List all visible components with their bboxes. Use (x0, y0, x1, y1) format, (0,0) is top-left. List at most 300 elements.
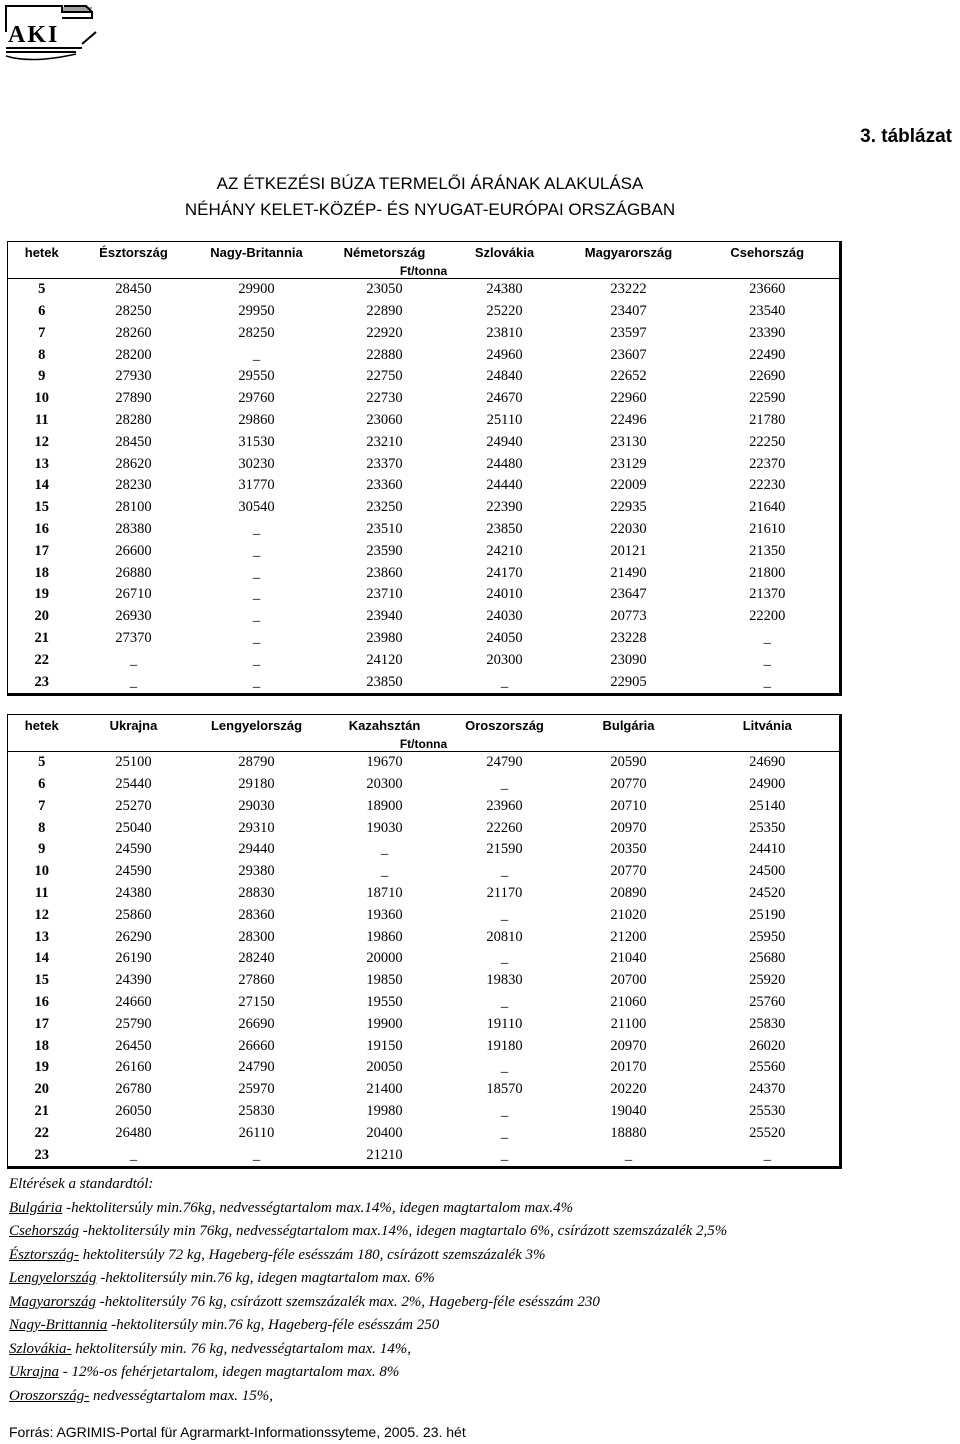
price-cell: 22905 (562, 671, 696, 694)
price-cell: 25560 (696, 1057, 841, 1079)
price-cell: 20970 (610, 819, 647, 836)
price-cell: _ (76, 671, 192, 694)
week-cell: 13 (8, 453, 76, 475)
price-cell: 21170 (486, 884, 523, 901)
price-cell: 23407 (610, 302, 647, 319)
note-text: - 12%-os fehérjetartalom, idegen magtartalom max. 8% (59, 1364, 400, 1380)
table-row (8, 751, 841, 773)
price-cell: _ (252, 629, 261, 646)
price-cell: 19860 (366, 928, 403, 945)
price-cell: 25920 (696, 970, 841, 992)
price-cell: 22030 (610, 520, 647, 537)
price-cell: 21640 (696, 497, 841, 519)
price-cell: 28250 (115, 302, 152, 319)
price-cell: _ (696, 671, 841, 694)
note-country: Bulgária (9, 1199, 63, 1216)
price-cell: 22250 (696, 431, 841, 453)
price-cell: 29900 (192, 278, 322, 300)
price-cell: 26190 (115, 950, 152, 967)
table-row (8, 774, 841, 796)
price-cell: 30230 (238, 455, 275, 472)
price-cell: 24210 (486, 542, 523, 559)
table-row (8, 839, 841, 861)
table-row (8, 1013, 841, 1035)
price-cell: _ (500, 906, 509, 923)
week-cell: 16 (8, 992, 76, 1014)
note-text: -hektolitersúly 76 kg, csírázott szemszázalék max. 2%, Hageberg-féle esésszám 230 (95, 1293, 600, 1310)
week-cell: 18 (8, 1035, 76, 1057)
price-cell: 25040 (115, 819, 152, 836)
week-cell: 15 (8, 970, 76, 992)
price-cell: 29180 (238, 775, 275, 792)
price-cell: 24010 (486, 586, 523, 603)
price-cell: 26020 (696, 1035, 841, 1057)
table-row (8, 322, 841, 344)
price-cell: 21610 (696, 519, 841, 541)
week-cell: 11 (8, 410, 76, 432)
price-cell: 26880 (115, 564, 152, 581)
week-cell: 9 (8, 366, 76, 388)
price-cell: 19900 (366, 1015, 403, 1032)
price-cell: _ (562, 1144, 696, 1167)
price-cell: 23660 (696, 278, 841, 300)
table-row (8, 1144, 841, 1167)
price-cell: 18710 (366, 884, 403, 901)
price-cell: 25530 (696, 1101, 841, 1123)
price-cell: 21040 (610, 950, 647, 967)
price-cell: 21020 (610, 906, 647, 923)
week-cell: 17 (8, 1013, 76, 1035)
price-cell: _ (696, 649, 841, 671)
price-cell: _ (696, 1144, 841, 1167)
price-cell: 23060 (366, 411, 403, 428)
note-item (9, 1220, 949, 1244)
week-cell: 22 (8, 649, 76, 671)
price-cell: 28250 (238, 324, 275, 341)
price-cell: 23647 (610, 586, 647, 603)
price-cell: 24590 (115, 841, 152, 858)
deviation-notes (9, 1173, 949, 1404)
price-cell: 25860 (115, 906, 152, 923)
price-cell: 21060 (610, 993, 647, 1010)
page-title-line1: AZ ÉTKEZÉSI BÚZA TERMELŐI ÁRÁNAK ALAKULÁSA (216, 174, 644, 193)
price-cell: _ (192, 671, 322, 694)
note-country: Lengyelország (9, 1270, 97, 1286)
price-cell: 28380 (115, 520, 152, 537)
week-cell: 18 (8, 562, 76, 584)
week-cell: 22 (8, 1122, 76, 1144)
week-cell: 8 (8, 344, 76, 366)
price-cell: 21100 (610, 1015, 647, 1032)
price-cell: 24380 (115, 884, 152, 901)
price-cell: 20121 (610, 542, 647, 559)
price-cell: 20400 (366, 1124, 403, 1141)
week-cell: 21 (8, 1101, 76, 1123)
column-header: Oroszország (448, 715, 562, 737)
price-cell: 24960 (486, 346, 523, 363)
column-header: Magyarország (562, 242, 696, 264)
table-row (8, 475, 841, 497)
price-cell: 23980 (366, 629, 403, 646)
source-line: Forrás: AGRIMIS-Portal für Agrarmarkt-Informationssyteme, 2005. 23. hét (9, 1424, 466, 1440)
price-cell: 23940 (366, 608, 403, 625)
table-row (8, 1101, 841, 1123)
price-cell: 19670 (322, 751, 448, 773)
column-header: hetek (8, 242, 76, 264)
table-row (8, 795, 841, 817)
price-cell: 24500 (696, 861, 841, 883)
price-cell: 26480 (115, 1124, 152, 1141)
price-cell: 22652 (610, 368, 647, 385)
table-row (8, 1057, 841, 1079)
price-cell: 20300 (486, 651, 523, 668)
price-cell: 23540 (696, 301, 841, 323)
price-cell: 28230 (115, 477, 152, 494)
table-header-row (8, 242, 841, 264)
note-item (9, 1338, 949, 1362)
price-cell: 23222 (562, 278, 696, 300)
price-cell: _ (380, 863, 389, 880)
week-cell: 20 (8, 1079, 76, 1101)
price-cell: _ (252, 520, 261, 537)
price-cell: 28830 (238, 884, 275, 901)
price-cell: 28100 (115, 499, 152, 516)
price-cell: 19180 (486, 1037, 523, 1054)
price-cell: _ (500, 950, 509, 967)
note-country: Oroszország- (9, 1387, 90, 1404)
table-row (8, 540, 841, 562)
price-cell: 21490 (610, 564, 647, 581)
price-cell: _ (696, 628, 841, 650)
week-cell: 6 (8, 301, 76, 323)
price-cell: 27930 (115, 368, 152, 385)
week-cell: 10 (8, 861, 76, 883)
price-cell: 25790 (115, 1015, 152, 1032)
price-cell: 24670 (486, 390, 523, 407)
note-text: -hektolitersúly min 76kg, nedvességtartalom max.14%, idegen magtartalo 6%, csírázott szemszázalék 2,5% (79, 1223, 728, 1239)
price-cell: 23597 (610, 324, 647, 341)
price-cell: 22390 (486, 499, 523, 516)
price-cell: 28240 (238, 950, 275, 967)
price-cell: _ (500, 1124, 509, 1141)
notes-heading: Eltérések a standardtól: (9, 1176, 154, 1192)
price-cell: 26690 (238, 1015, 275, 1032)
unit-label: Ft/tonna (8, 737, 841, 752)
table-row (8, 366, 841, 388)
price-cell: 22200 (696, 606, 841, 628)
table-row (8, 453, 841, 475)
price-cell: 23960 (486, 797, 523, 814)
table-row (8, 584, 841, 606)
table-row (8, 519, 841, 541)
price-cell: 22935 (610, 499, 647, 516)
price-cell: 28620 (115, 455, 152, 472)
price-cell: 25270 (115, 797, 152, 814)
price-cell: 25830 (238, 1102, 275, 1119)
week-cell: 12 (8, 904, 76, 926)
week-cell: 10 (8, 388, 76, 410)
price-cell: 21780 (696, 410, 841, 432)
price-cell: 28260 (115, 324, 152, 341)
note-country: Ukrajna (9, 1364, 59, 1380)
note-item (9, 1385, 949, 1409)
column-header: hetek (8, 715, 76, 737)
note-item (9, 1197, 949, 1221)
price-cell: 29860 (238, 411, 275, 428)
column-header: Kazahsztán (322, 715, 448, 737)
table-row (8, 992, 841, 1014)
price-cell: 23607 (610, 346, 647, 363)
table-row (8, 1122, 841, 1144)
column-header: Lengyelország (192, 715, 322, 737)
price-cell: 27370 (115, 629, 152, 646)
table-row (8, 278, 841, 300)
price-cell: 29030 (238, 797, 275, 814)
price-cell: 22890 (366, 302, 403, 319)
note-text: hektolitersúly 72 kg, Hageberg-féle esésszám 180, csírázott szemszázalék 3% (79, 1246, 546, 1263)
week-cell: 5 (8, 751, 76, 773)
table-row (8, 628, 841, 650)
price-cell: 24380 (448, 278, 562, 300)
price-cell: 21800 (696, 562, 841, 584)
note-text: nedvességtartalom max. 15%, (89, 1387, 274, 1404)
price-cell: 23129 (610, 455, 647, 472)
price-cell: 28450 (76, 278, 192, 300)
column-header: Bulgária (562, 715, 696, 737)
aki-logo (2, 2, 98, 64)
price-cell: 24050 (486, 629, 523, 646)
price-cell: 19550 (366, 993, 403, 1010)
price-cell: 26780 (115, 1081, 152, 1098)
price-cell: 23850 (322, 671, 448, 694)
price-cell: 25220 (486, 302, 523, 319)
page-title-line2: NÉHÁNY KELET-KÖZÉP- ÉS NYUGAT-EURÓPAI ORSZÁGBAN (184, 200, 676, 219)
price-table-2 (7, 714, 842, 1169)
price-cell: 23130 (610, 433, 647, 450)
price-cell: 19830 (486, 972, 523, 989)
week-cell: 7 (8, 795, 76, 817)
price-cell: 29550 (238, 368, 275, 385)
column-header: Ukrajna (76, 715, 192, 737)
unit-label: Ft/tonna (8, 264, 841, 279)
note-country: Csehország (9, 1223, 80, 1239)
table-row (8, 431, 841, 453)
price-cell: 31770 (238, 477, 275, 494)
price-cell: 18900 (366, 797, 403, 814)
price-cell: 20000 (366, 950, 403, 967)
price-cell: 23590 (366, 542, 403, 559)
week-cell: 9 (8, 839, 76, 861)
column-header: Csehország (696, 242, 841, 264)
price-cell: 20050 (366, 1059, 403, 1076)
note-item (9, 1361, 949, 1385)
price-cell: 20300 (366, 775, 403, 792)
price-cell: 22230 (696, 475, 841, 497)
price-cell: 29310 (238, 819, 275, 836)
price-cell: _ (500, 1102, 509, 1119)
note-country: Észtország- (9, 1246, 80, 1263)
week-cell: 15 (8, 497, 76, 519)
price-cell: 25950 (696, 926, 841, 948)
price-cell: 20220 (610, 1081, 647, 1098)
price-cell: 19150 (366, 1037, 403, 1054)
column-header: Szlovákia (448, 242, 562, 264)
table-row (8, 817, 841, 839)
table-row (8, 1079, 841, 1101)
note-text: -hektolitersúly min.76 kg, idegen magtartalom max. 6% (96, 1270, 435, 1286)
price-cell: 24900 (696, 774, 841, 796)
price-cell: 20773 (610, 608, 647, 625)
table-row (8, 970, 841, 992)
price-cell: 24410 (696, 839, 841, 861)
price-cell: 23228 (610, 629, 647, 646)
price-cell: 25970 (238, 1081, 275, 1098)
price-cell: 21350 (696, 540, 841, 562)
price-cell: 24690 (696, 751, 841, 773)
table-header-row (8, 715, 841, 737)
note-text: hektolitersúly min. 76 kg, nedvességtartalom max. 14%, (71, 1340, 411, 1357)
week-cell: 14 (8, 948, 76, 970)
price-cell: _ (448, 1144, 562, 1167)
price-cell: 25520 (696, 1122, 841, 1144)
price-cell: 24440 (486, 477, 523, 494)
week-cell: 7 (8, 322, 76, 344)
week-cell: 19 (8, 584, 76, 606)
price-cell: 19110 (486, 1015, 523, 1032)
note-text: -hektolitersúly min.76kg, nedvességtartalom max.14%, idegen magtartalom max.4% (62, 1199, 574, 1216)
price-cell: 21200 (610, 928, 647, 945)
logo-text: AKI (8, 22, 60, 48)
table-row (8, 883, 841, 905)
price-cell: 27860 (238, 972, 275, 989)
price-cell: 23250 (366, 499, 403, 516)
price-cell: 22920 (366, 324, 403, 341)
price-cell: 29760 (238, 390, 275, 407)
price-cell: 26160 (115, 1059, 152, 1076)
price-cell: 25350 (696, 817, 841, 839)
price-cell: 26450 (115, 1037, 152, 1054)
price-cell: 21210 (322, 1144, 448, 1167)
price-cell: 22490 (696, 344, 841, 366)
table-row (8, 410, 841, 432)
price-cell: 20810 (486, 928, 523, 945)
price-cell: 19360 (366, 906, 403, 923)
price-cell: _ (252, 564, 261, 581)
price-cell: 24660 (115, 993, 152, 1010)
price-cell: 22880 (366, 346, 403, 363)
week-cell: 6 (8, 774, 76, 796)
table-row (8, 671, 841, 694)
week-cell: 20 (8, 606, 76, 628)
note-item (9, 1267, 949, 1291)
price-cell: 20890 (610, 884, 647, 901)
table-row (8, 1035, 841, 1057)
price-cell: 29950 (238, 302, 275, 319)
price-cell: 25100 (76, 751, 192, 773)
price-cell: 28450 (115, 433, 152, 450)
price-cell: 25140 (696, 795, 841, 817)
note-country: Magyarország (9, 1293, 96, 1310)
price-cell: 26710 (115, 586, 152, 603)
price-cell: 18880 (610, 1124, 647, 1141)
price-cell: 20710 (610, 797, 647, 814)
table-row (8, 301, 841, 323)
column-header: Észtország (76, 242, 192, 264)
week-cell: 17 (8, 540, 76, 562)
price-cell: 21590 (486, 841, 523, 858)
week-cell: 14 (8, 475, 76, 497)
price-cell: 26930 (115, 608, 152, 625)
price-cell: 22260 (486, 819, 523, 836)
price-cell: 19030 (366, 819, 403, 836)
note-item (9, 1244, 949, 1268)
price-cell: 25830 (696, 1013, 841, 1035)
price-cell: 24520 (696, 883, 841, 905)
price-cell: _ (252, 542, 261, 559)
column-header: Németország (322, 242, 448, 264)
price-cell: 19040 (610, 1102, 647, 1119)
price-cell: 28200 (115, 346, 152, 363)
price-cell: 28790 (192, 751, 322, 773)
week-cell: 12 (8, 431, 76, 453)
week-cell: 5 (8, 278, 76, 300)
price-cell: 18570 (486, 1081, 523, 1098)
price-cell: 24940 (486, 433, 523, 450)
note-item (9, 1291, 949, 1315)
price-cell: 23050 (322, 278, 448, 300)
week-cell: 13 (8, 926, 76, 948)
week-cell: 23 (8, 1144, 76, 1167)
week-cell: 23 (8, 671, 76, 694)
price-cell: _ (500, 775, 509, 792)
price-cell: 20770 (610, 863, 647, 880)
price-cell: 21400 (366, 1081, 403, 1098)
week-cell: 8 (8, 817, 76, 839)
table-row (8, 497, 841, 519)
price-cell: 26600 (115, 542, 152, 559)
price-cell: 28300 (238, 928, 275, 945)
price-cell: 23090 (610, 651, 647, 668)
price-cell: _ (448, 671, 562, 694)
table-row (8, 926, 841, 948)
table-row (8, 388, 841, 410)
price-cell: 19850 (366, 972, 403, 989)
table-row (8, 649, 841, 671)
note-country: Nagy-Brittannia (9, 1317, 108, 1333)
price-cell: _ (252, 346, 261, 363)
table-number-label: 3. táblázat (860, 126, 952, 147)
price-cell: 25760 (696, 992, 841, 1014)
price-cell: 29440 (238, 841, 275, 858)
week-cell: 19 (8, 1057, 76, 1079)
price-cell: 24790 (448, 751, 562, 773)
price-cell: 23850 (486, 520, 523, 537)
price-cell: 26110 (238, 1124, 275, 1141)
table-row (8, 606, 841, 628)
price-table-1 (7, 241, 842, 696)
price-cell: 22730 (366, 390, 403, 407)
price-cell: _ (380, 841, 389, 858)
note-item (9, 1314, 949, 1338)
table-row (8, 562, 841, 584)
price-cell: 24170 (486, 564, 523, 581)
price-cell: 20700 (610, 972, 647, 989)
price-cell: _ (252, 608, 261, 625)
price-cell: 22690 (696, 366, 841, 388)
price-cell: _ (252, 651, 261, 668)
price-cell: 29380 (238, 863, 275, 880)
price-cell: _ (76, 1144, 192, 1167)
